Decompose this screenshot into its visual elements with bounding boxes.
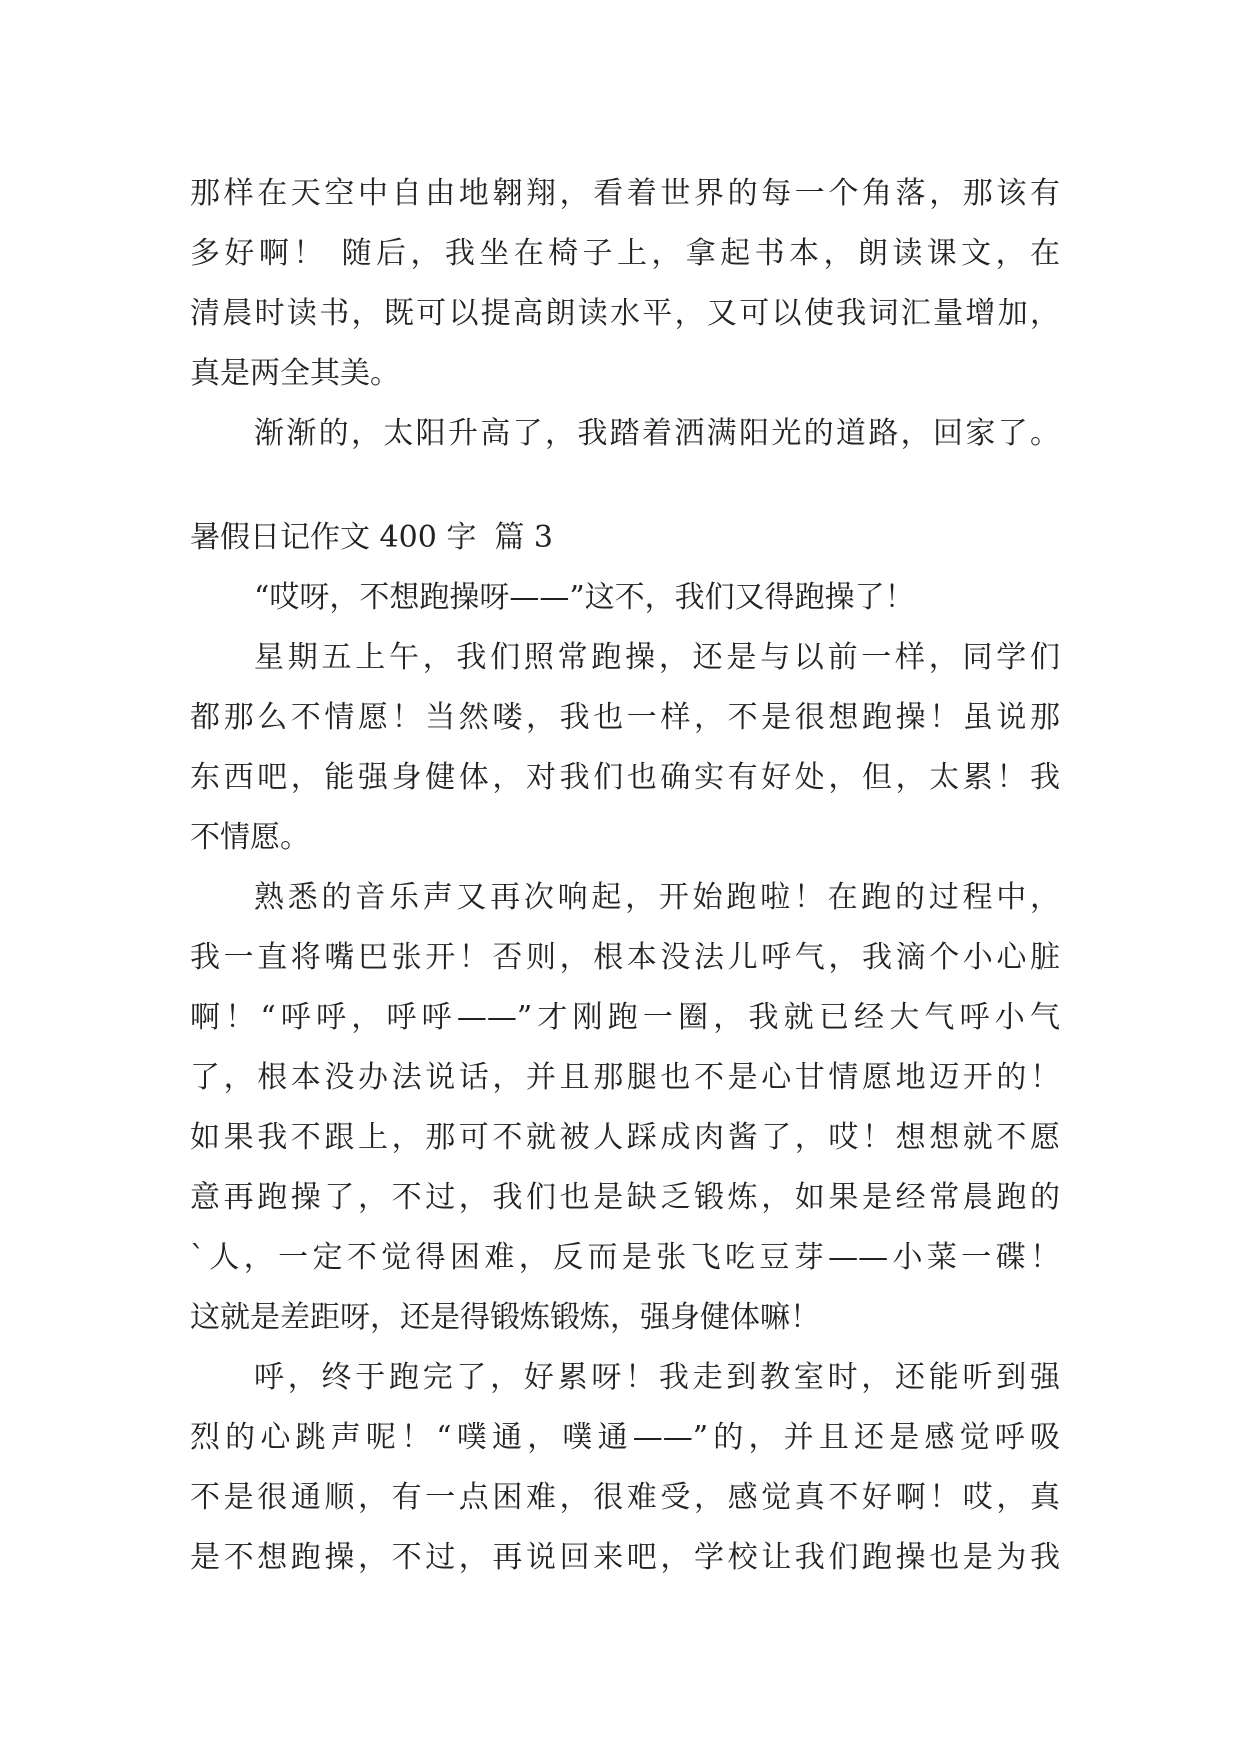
paragraph-continued	[190, 164, 1060, 404]
text-line: 多好啊！ 随后，我坐在椅子上，拿起书本，朗读课文，在	[190, 236, 1060, 271]
text-line: 呼，终于跑完了，好累呀！我走到教室时，还能听到强	[254, 1360, 1060, 1395]
paragraph-finished	[190, 1348, 1060, 1588]
paragraph-running	[190, 868, 1060, 1348]
text-line: “哎呀，不想跑操呀——”这不，我们又得跑操了！	[254, 580, 915, 615]
text-line: 熟悉的音乐声又再次响起，开始跑啦！在跑的过程中，	[254, 880, 1060, 915]
text-line: 真是两全其美。	[190, 356, 400, 391]
text-line: 是不想跑操，不过，再说回来吧，学校让我们跑操也是为我	[190, 1540, 1060, 1575]
section-title: 暑假日记作文 400 字	[190, 520, 477, 555]
text-line: 我一直将嘴巴张开！否则，根本没法儿呼气，我滴个小心脏	[190, 940, 1060, 975]
text-line: 东西吧，能强身健体，对我们也确实有好处，但，太累！我	[190, 760, 1060, 795]
section-heading	[190, 508, 1060, 568]
text-line: 清晨时读书，既可以提高朗读水平，又可以使我词汇量增加，	[190, 296, 1060, 331]
text-line: 意再跑操了，不过，我们也是缺乏锻炼，如果是经常晨跑的	[190, 1180, 1060, 1215]
text-line: 不情愿。	[190, 820, 310, 855]
section-label: 篇 3	[494, 520, 553, 555]
text-line: 啊！“呼呼，呼呼——”才刚跑一圈，我就已经大气呼小气	[190, 1000, 1060, 1035]
text-line: 如果我不跟上，那可不就被人踩成肉酱了，哎！想想就不愿	[190, 1120, 1060, 1155]
text-line: 不是很通顺，有一点困难，很难受，感觉真不好啊！哎，真	[190, 1480, 1060, 1515]
document-body	[190, 164, 1060, 1588]
text-line: 烈的心跳声呢！“噗通，噗通——”的，并且还是感觉呼吸	[190, 1420, 1060, 1455]
text-line: 都那么不情愿！当然喽，我也一样，不是很想跑操！虽说那	[190, 700, 1060, 735]
text-line: 那样在天空中自由地翱翔，看着世界的每一个角落，那该有	[190, 176, 1060, 211]
text-line: `人，一定不觉得困难，反而是张飞吃豆芽——小菜一碟！	[190, 1240, 1060, 1275]
text-line: 了，根本没办法说话，并且那腿也不是心甘情愿地迈开的！	[190, 1060, 1060, 1095]
paragraph-opening-quote	[190, 568, 1060, 628]
text-line: 渐渐的，太阳升高了，我踏着洒满阳光的道路，回家了。	[254, 416, 1060, 451]
paragraph-friday-morning	[190, 628, 1060, 868]
section-gap	[190, 464, 1060, 508]
paragraph-going-home	[190, 404, 1060, 464]
text-line: 这就是差距呀，还是得锻炼锻炼，强身健体嘛！	[190, 1300, 820, 1335]
text-line: 星期五上午，我们照常跑操，还是与以前一样，同学们	[254, 640, 1060, 675]
